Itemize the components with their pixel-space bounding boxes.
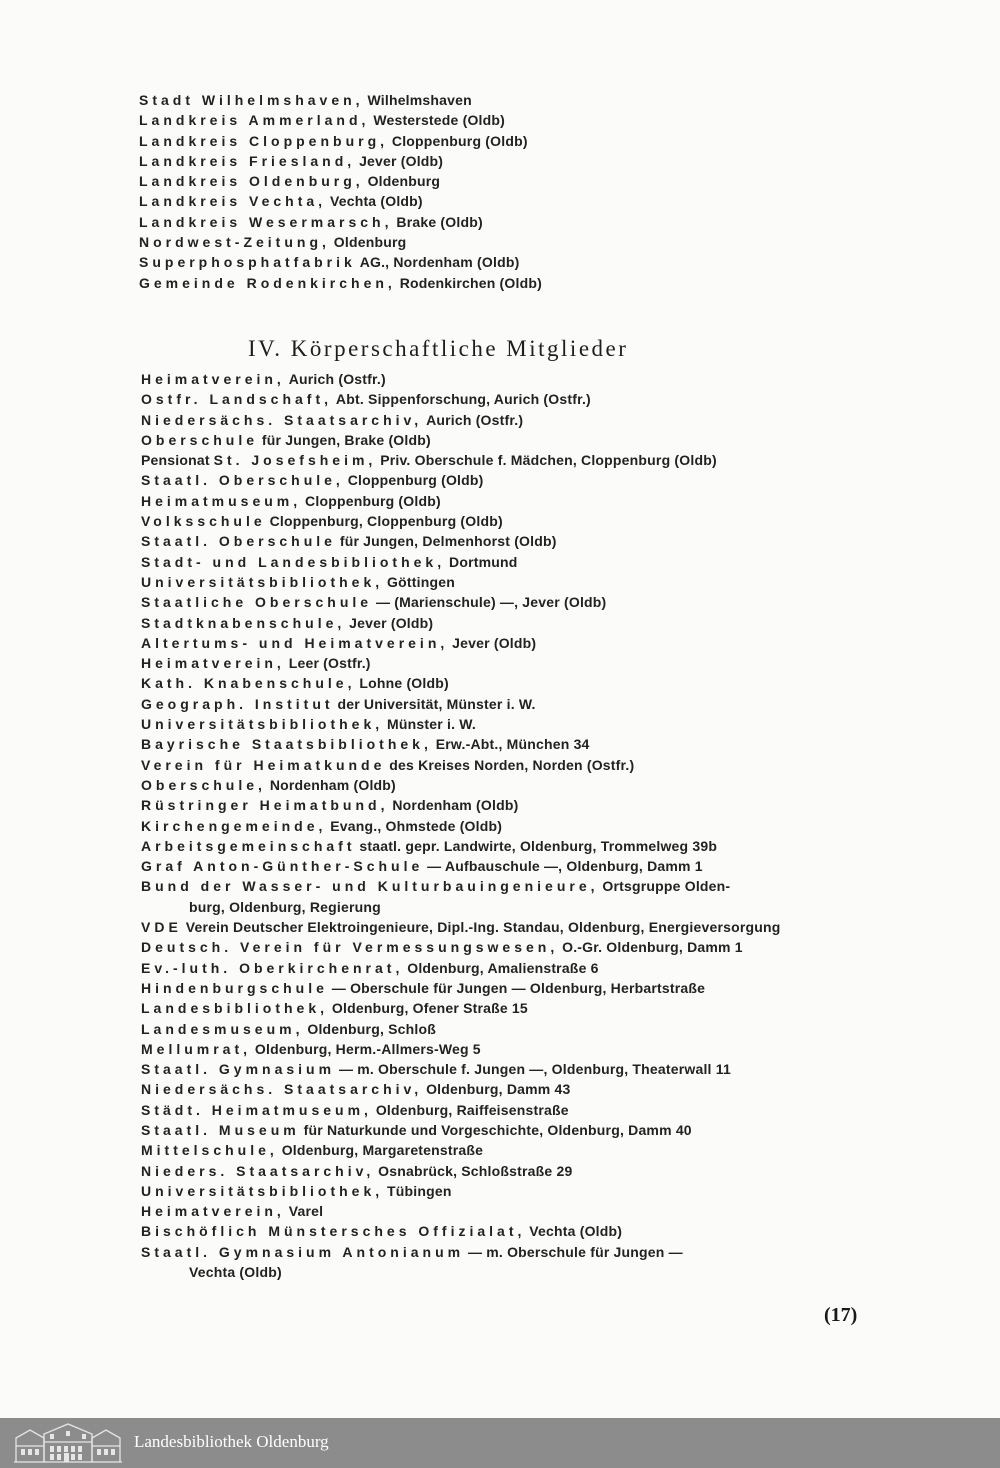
list-entry bbox=[141, 613, 881, 633]
entry-name: Altertums- und Heimatverein, bbox=[141, 634, 449, 651]
entry-name: Landkreis Ammerland, bbox=[139, 112, 370, 129]
entry-name: Deutsch. Verein für Vermessungswesen, bbox=[141, 939, 559, 956]
list-entry bbox=[139, 191, 899, 211]
list-entry bbox=[141, 470, 881, 490]
list-entry bbox=[141, 937, 881, 957]
list-entry bbox=[141, 491, 881, 511]
list-entry bbox=[141, 1039, 881, 1059]
entry-detail: Cloppenburg (Oldb) bbox=[347, 472, 484, 489]
entry-detail: Münster i. W. bbox=[387, 716, 476, 733]
entry-name: Bayrische Staatsbibliothek, bbox=[141, 736, 432, 753]
entry-detail: Aurich (Ostfr.) bbox=[288, 371, 386, 387]
entry-detail: Oldenburg, Herm.-Allmers-Weg 5 bbox=[254, 1040, 481, 1057]
entry-continuation: Vechta (Oldb) bbox=[189, 1264, 282, 1281]
entry-name: Hindenburgschule bbox=[141, 979, 328, 996]
entry-name: Landesmuseum, bbox=[141, 1020, 304, 1037]
entry-detail: Rodenkirchen (Oldb) bbox=[399, 274, 542, 291]
list-entry bbox=[141, 755, 881, 775]
entry-name: Superphosphatfabrik bbox=[139, 254, 356, 271]
entry-name: Heimatverein, bbox=[141, 1203, 285, 1220]
list-entry bbox=[139, 232, 899, 252]
entry-name: Universitätsbibliothek, bbox=[141, 573, 384, 590]
entry-name: Landkreis Vechta, bbox=[139, 193, 327, 210]
list-entry bbox=[141, 633, 881, 653]
entry-name: Kath. Knabenschule, bbox=[141, 675, 356, 692]
entry-detail: Jever (Oldb) bbox=[452, 634, 537, 651]
list-entry bbox=[141, 694, 881, 714]
entry-detail: Priv. Oberschule f. Mädchen, Cloppenburg (Oldb) bbox=[380, 452, 717, 469]
entry-detail: AG., Nordenham (Oldb) bbox=[359, 254, 520, 271]
entry-name: Verein für Heimatkunde bbox=[141, 756, 386, 773]
list-entry bbox=[141, 389, 881, 409]
entry-name: Oberschule, bbox=[141, 776, 266, 793]
member-list-institutions bbox=[139, 90, 899, 293]
entry-name: Nieders. Staatsarchiv, bbox=[141, 1162, 375, 1179]
entry-detail: Oldenburg, Schloß bbox=[307, 1020, 436, 1037]
entry-detail: Oldenburg bbox=[367, 173, 441, 190]
list-entry bbox=[141, 1120, 881, 1140]
list-entry bbox=[139, 131, 899, 151]
list-entry bbox=[141, 1242, 881, 1262]
entry-name: Niedersächs. Staatsarchiv, bbox=[141, 411, 423, 428]
list-entry bbox=[141, 816, 881, 836]
entry-continuation: burg, Oldenburg, Regierung bbox=[189, 898, 381, 915]
entry-name: Mellumrat, bbox=[141, 1040, 252, 1057]
list-entry bbox=[139, 90, 899, 110]
list-entry bbox=[141, 856, 881, 876]
list-entry bbox=[141, 1100, 881, 1120]
entry-detail: für Jungen, Delmenhorst (Oldb) bbox=[339, 533, 557, 550]
entry-name: Heimatverein, bbox=[141, 371, 285, 387]
entry-detail: Westerstede (Oldb) bbox=[373, 112, 506, 129]
entry-detail: Erw.-Abt., München 34 bbox=[435, 736, 590, 753]
entry-detail: staatl. gepr. Landwirte, Oldenburg, Trommelweg 39b bbox=[359, 837, 718, 854]
entry-detail: — m. Oberschule für Jungen — bbox=[467, 1243, 683, 1260]
list-entry bbox=[141, 998, 881, 1018]
list-entry bbox=[141, 430, 881, 450]
entry-detail: Tübingen bbox=[387, 1182, 452, 1199]
entry-name: Landkreis Friesland, bbox=[139, 152, 356, 169]
entry-detail: Verein Deutscher Elektroingenieure, Dipl.-Ing. Standau, Oldenburg, Energieversorgung bbox=[185, 919, 781, 936]
list-entry bbox=[141, 1161, 881, 1181]
entry-name: Staatliche Oberschule bbox=[141, 594, 373, 611]
entry-detail: Oldenburg, Amalienstraße 6 bbox=[407, 959, 599, 976]
entry-detail: Abt. Sippenforschung, Aurich (Ostfr.) bbox=[335, 391, 591, 408]
entry-detail: des Kreises Norden, Norden (Ostfr.) bbox=[389, 756, 635, 773]
entry-name: Städt. Heimatmuseum, bbox=[141, 1101, 372, 1118]
entry-name: Universitätsbibliothek, bbox=[141, 1182, 384, 1199]
list-entry bbox=[141, 511, 881, 531]
entry-detail: Ortsgruppe Olden- bbox=[602, 878, 731, 895]
entry-name: Nordwest-Zeitung, bbox=[139, 234, 330, 251]
entry-name: Universitätsbibliothek, bbox=[141, 716, 384, 733]
entry-detail: — m. Oberschule f. Jungen —, Oldenburg, Theaterwall 11 bbox=[338, 1061, 731, 1078]
library-name: Landesbibliothek Oldenburg bbox=[134, 1432, 329, 1451]
list-entry bbox=[139, 252, 899, 272]
entry-detail: Osnabrück, Schloßstraße 29 bbox=[378, 1162, 573, 1179]
entry-detail: Nordenham (Oldb) bbox=[392, 797, 519, 814]
entry-name: Oberschule bbox=[141, 431, 259, 448]
list-entry bbox=[141, 1019, 881, 1039]
entry-name: Landesbibliothek, bbox=[141, 1000, 329, 1017]
library-footer-bar bbox=[0, 1418, 1000, 1468]
list-entry bbox=[141, 958, 881, 978]
member-list-corporate bbox=[141, 369, 881, 1282]
entry-detail: Oldenburg, Raiffeisenstraße bbox=[375, 1101, 569, 1118]
entry-name: Niedersächs. Staatsarchiv, bbox=[141, 1081, 423, 1098]
list-entry bbox=[141, 369, 881, 389]
entry-detail: Brake (Oldb) bbox=[396, 213, 483, 230]
entry-detail: Vechta (Oldb) bbox=[529, 1223, 623, 1240]
entry-name: Staatl. Oberschule bbox=[141, 533, 336, 550]
entry-name: Geograph. Institut bbox=[141, 695, 334, 712]
list-entry bbox=[141, 1221, 881, 1241]
list-entry bbox=[139, 171, 899, 191]
list-entry bbox=[141, 1262, 881, 1282]
entry-detail: Oldenburg, Ofener Straße 15 bbox=[331, 1000, 528, 1017]
entry-name: Bischöflich Münstersches Offizialat, bbox=[141, 1223, 526, 1240]
list-entry bbox=[139, 151, 899, 171]
list-entry bbox=[141, 775, 881, 795]
list-entry bbox=[141, 897, 881, 917]
list-entry bbox=[141, 836, 881, 856]
entry-detail: O.-Gr. Oldenburg, Damm 1 bbox=[562, 939, 743, 956]
entry-prefix: Pensionat bbox=[141, 452, 210, 469]
entry-detail: für Naturkunde und Vorgeschichte, Oldenburg, Damm 40 bbox=[303, 1121, 692, 1138]
entry-name: VDE bbox=[141, 919, 182, 936]
list-entry bbox=[141, 876, 881, 896]
list-entry bbox=[139, 110, 899, 130]
entry-detail: Varel bbox=[288, 1203, 324, 1220]
entry-detail: Aurich (Ostfr.) bbox=[426, 411, 524, 428]
entry-name: Volksschule bbox=[141, 513, 266, 530]
entry-detail: Evang., Ohmstede (Oldb) bbox=[330, 817, 503, 834]
entry-detail: Leer (Ostfr.) bbox=[288, 655, 371, 672]
list-entry bbox=[141, 450, 881, 470]
list-entry bbox=[141, 1059, 881, 1079]
entry-name: Bund der Wasser- und Kulturbauingenieure, bbox=[141, 878, 599, 895]
entry-name: Staatl. Gymnasium bbox=[141, 1061, 336, 1078]
list-entry bbox=[141, 653, 881, 673]
list-entry bbox=[139, 273, 899, 293]
entry-name: Landkreis Cloppenburg, bbox=[139, 132, 389, 149]
entry-name: Rüstringer Heimatbund, bbox=[141, 797, 389, 814]
entry-detail: Cloppenburg (Oldb) bbox=[305, 492, 441, 509]
list-entry bbox=[141, 978, 881, 998]
section-heading: IV. Körperschaftliche Mitglieder bbox=[248, 336, 629, 361]
entry-detail: Cloppenburg (Oldb) bbox=[391, 132, 528, 149]
list-entry bbox=[141, 795, 881, 815]
entry-detail: Nordenham (Oldb) bbox=[269, 776, 396, 793]
list-entry bbox=[141, 1140, 881, 1160]
entry-name: Landkreis Wesermarsch, bbox=[139, 213, 393, 230]
list-entry bbox=[141, 531, 881, 551]
entry-detail: Lohne (Oldb) bbox=[359, 675, 449, 692]
entry-detail: — (Marienschule) —, Jever (Oldb) bbox=[375, 594, 607, 611]
entry-detail: — Oberschule für Jungen — Oldenburg, Herbartstraße bbox=[331, 979, 706, 996]
list-entry bbox=[139, 212, 899, 232]
entry-detail: Oldenburg, Margaretenstraße bbox=[281, 1142, 484, 1159]
entry-name: Ostfr. Landschaft, bbox=[141, 391, 333, 408]
list-entry bbox=[141, 1201, 881, 1221]
entry-name: Graf Anton-Günther-Schule bbox=[141, 858, 424, 875]
entry-name: Stadtknabenschule, bbox=[141, 614, 346, 631]
entry-detail: Dortmund bbox=[449, 553, 518, 570]
list-entry bbox=[141, 1181, 881, 1201]
entry-name: Staatl. Oberschule, bbox=[141, 472, 344, 489]
entry-name: St. Josefsheim, bbox=[213, 452, 377, 469]
list-entry bbox=[141, 572, 881, 592]
entry-detail: — Aufbauschule —, Oldenburg, Damm 1 bbox=[427, 858, 703, 875]
entry-detail: Göttingen bbox=[387, 573, 455, 590]
entry-name: Stadt- und Landesbibliothek, bbox=[141, 553, 446, 570]
entry-name: Staatl. Museum bbox=[141, 1121, 300, 1138]
list-entry bbox=[141, 552, 881, 572]
entry-detail: Oldenburg bbox=[333, 234, 407, 251]
page-number: (17) bbox=[824, 1304, 858, 1326]
entry-name: Kirchengemeinde, bbox=[141, 817, 327, 834]
list-entry bbox=[141, 734, 881, 754]
entry-name: Arbeitsgemeinschaft bbox=[141, 837, 356, 854]
entry-detail: Oldenburg, Damm 43 bbox=[426, 1081, 571, 1098]
entry-name: Gemeinde Rodenkirchen, bbox=[139, 274, 396, 291]
list-entry bbox=[141, 714, 881, 734]
entry-name: Heimatverein, bbox=[141, 655, 285, 672]
entry-detail: Jever (Oldb) bbox=[359, 152, 444, 169]
list-entry bbox=[141, 917, 881, 937]
entry-name: Stadt Wilhelmshaven, bbox=[139, 92, 364, 108]
entry-detail: Vechta (Oldb) bbox=[329, 193, 423, 210]
entry-name: Mittelschule, bbox=[141, 1142, 278, 1159]
entry-name: Staatl. Gymnasium Antonianum bbox=[141, 1243, 465, 1260]
entry-name: Landkreis Oldenburg, bbox=[139, 173, 364, 190]
entry-detail: Wilhelmshaven bbox=[367, 92, 472, 108]
list-entry bbox=[141, 673, 881, 693]
entry-detail: Cloppenburg, Cloppenburg (Oldb) bbox=[269, 513, 503, 530]
list-entry bbox=[141, 592, 881, 612]
list-entry bbox=[141, 410, 881, 430]
entry-detail: der Universität, Münster i. W. bbox=[337, 695, 536, 712]
list-entry bbox=[141, 1079, 881, 1099]
entry-name: Ev.-luth. Oberkirchenrat, bbox=[141, 959, 404, 976]
library-building-icon bbox=[12, 1422, 124, 1464]
entry-detail: für Jungen, Brake (Oldb) bbox=[261, 431, 431, 448]
entry-detail: Jever (Oldb) bbox=[349, 614, 434, 631]
entry-name: Heimatmuseum, bbox=[141, 492, 302, 509]
